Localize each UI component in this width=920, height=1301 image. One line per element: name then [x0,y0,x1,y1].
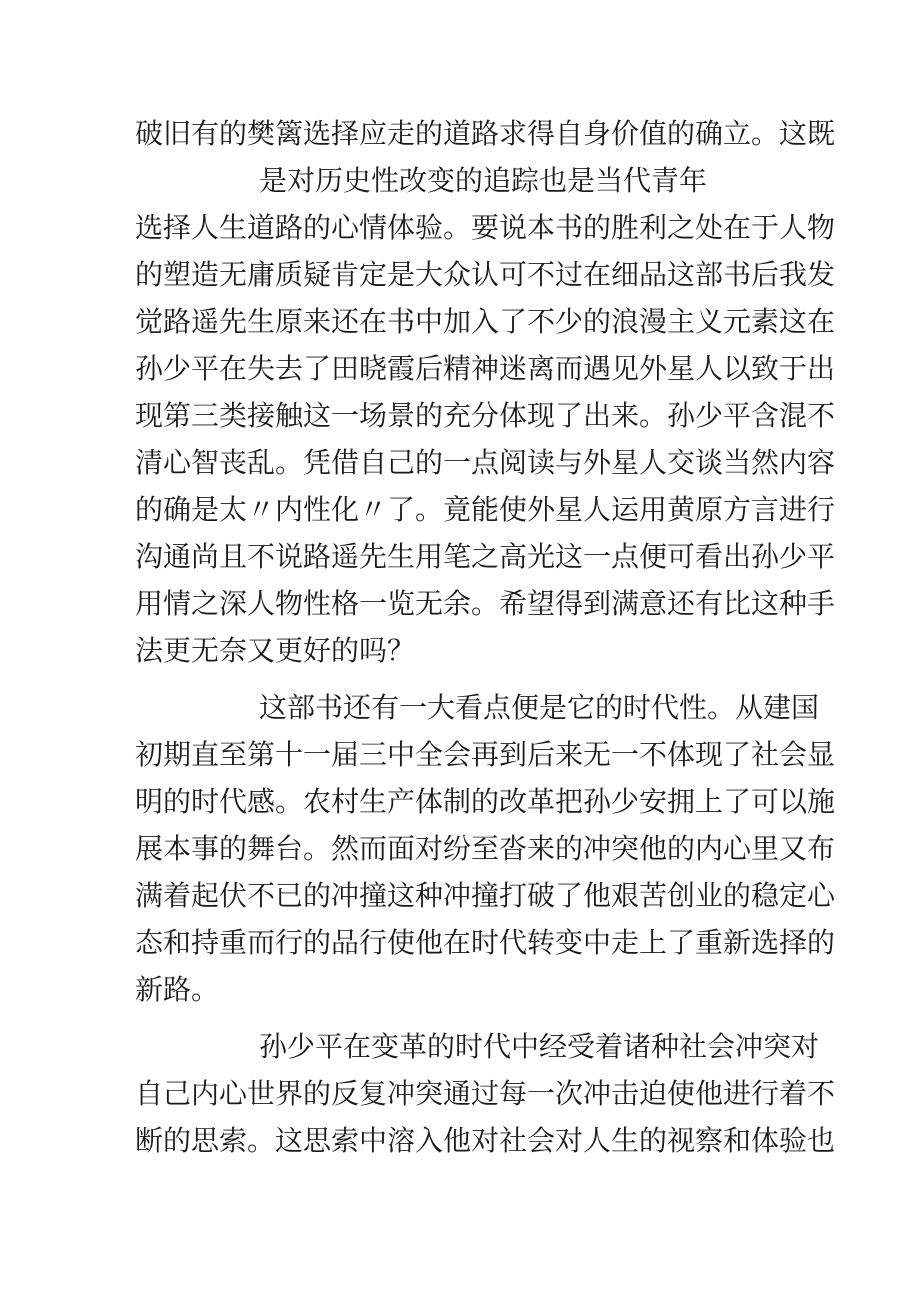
text-line: 破旧有的樊篱选择应走的道路求得自身价值的确立。这既 [135,117,836,150]
document-body [135,110,836,1164]
text-line: 新路。 [135,973,220,1006]
text-line: 这部书还有一大看点便是它的时代性。从建国 [259,691,820,724]
text-line: 觉路遥先生原来还在书中加入了不少的浪漫主义元素这在 [135,305,836,338]
text-line: 初期直至第十一届三中全会再到后来无一不体现了社会显 [135,738,836,771]
text-line: 用情之深人物性格一览无余。希望得到满意还有比这种手 [135,587,836,620]
text-line: 明的时代感。农村生产体制的改革把孙少安拥上了可以施 [135,785,836,818]
text-line: 自己内心世界的反复冲突通过每一次冲击迫使他进行着不 [135,1077,836,1110]
text-line: 态和持重而行的品行使他在时代转变中走上了重新选择的 [135,926,836,959]
text-line: 孙少平在变革的时代中经受着诸种社会冲突对 [259,1030,820,1063]
text-line: 法更无奈又更好的吗？ [135,634,416,667]
text-line: 清心智丧乱。凭借自己的一点阅读与外星人交谈当然内容 [135,446,836,479]
text-line: 的确是太〃内性化〃了。竟能使外星人运用黄原方言进行 [135,493,836,526]
text-line: 的塑造无庸质疑肯定是大众认可不过在细品这部书后我发 [135,258,836,291]
paragraph-spacer [135,1013,795,1023]
text-line: 展本事的舞台。然而面对纷至沓来的冲突他的内心里又布 [135,832,836,865]
paragraph-spacer [135,674,795,684]
text-line: 满着起伏不已的冲撞这种冲撞打破了他艰苦创业的稳定心 [135,879,836,912]
paragraph-1 [135,110,836,674]
paragraph-2 [135,684,836,1013]
text-line: 孙少平在失去了田晓霞后精神迷离而遇见外星人以致于出 [135,352,836,385]
text-line: 沟通尚且不说路遥先生用笔之高光这一点便可看出孙少平 [135,540,836,573]
text-line: 断的思索。这思索中溶入他对社会对人生的视察和体验也 [135,1124,836,1157]
paragraph-3 [135,1023,836,1164]
text-line: 现第三类接触这一场景的充分体现了出来。孙少平含混不 [135,399,836,432]
text-line: 是对历史性改变的追踪也是当代青年 [259,164,708,197]
text-line: 选择人生道路的心情体验。要说本书的胜利之处在于人物 [135,211,836,244]
